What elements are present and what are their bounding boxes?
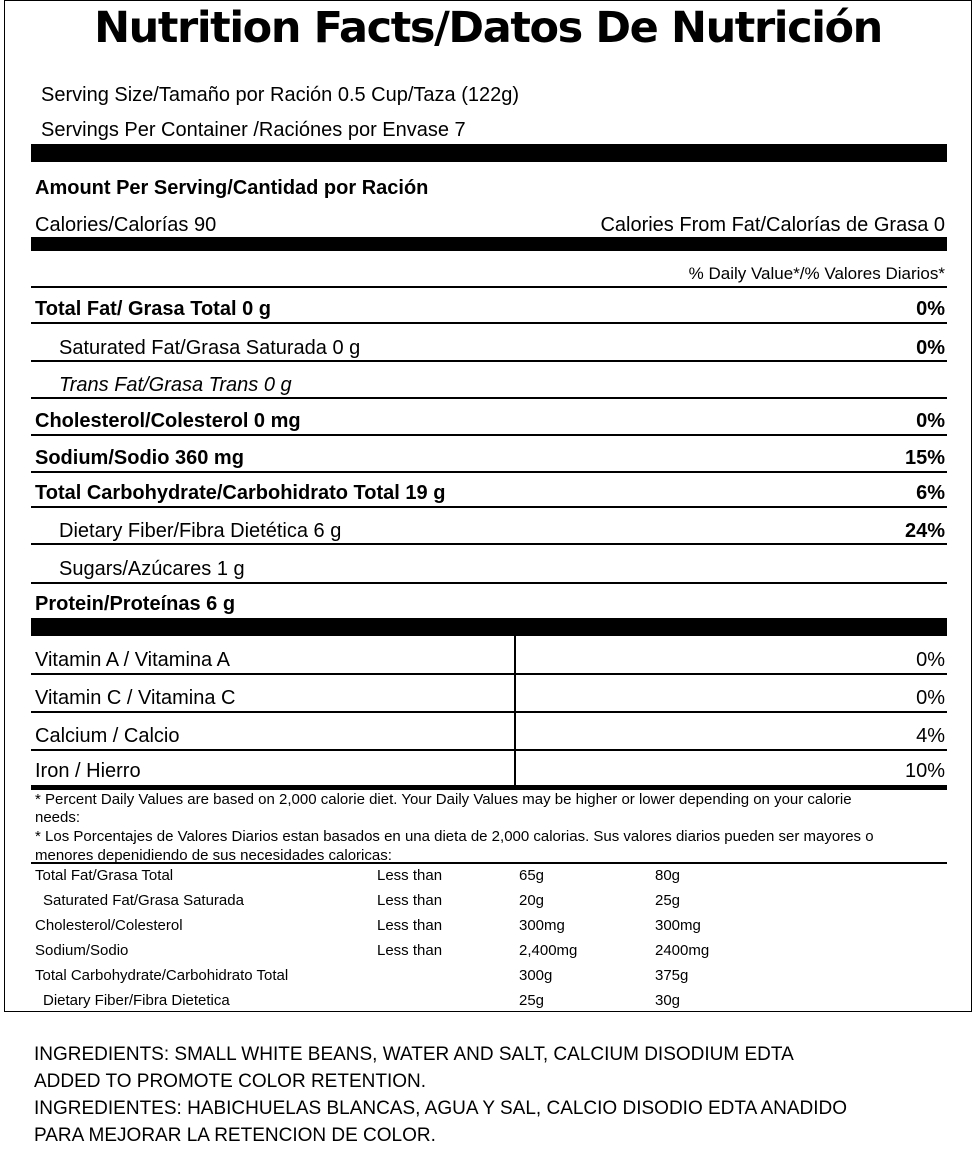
divider <box>31 582 947 584</box>
dv-table-2500: 300mg <box>655 917 701 934</box>
footnote-english: * Percent Daily Values are based on 2,000 calorie diet. Your Daily Values may be higher or lower depending on your calorie <box>35 791 852 808</box>
footnote-spanish-cont-clip <box>35 847 392 862</box>
dv-table-2000: 2,400mg <box>519 942 578 959</box>
nutrient-trans-fat: Trans Fat/Grasa Trans 0 g <box>59 374 292 396</box>
footnote-english-cont: needs: <box>35 809 81 826</box>
ingredients-spanish-cont: PARA MEJORAR LA RETENCION DE COLOR. <box>34 1125 436 1146</box>
divider <box>31 749 947 751</box>
nutrient-dietary-fiber-dv: 24% <box>904 520 945 542</box>
vitamin-a: Vitamin A / Vitamina A <box>35 649 230 671</box>
dv-table-2000: 20g <box>519 892 545 909</box>
calcium-value: 4% <box>916 725 945 747</box>
nutrient-sugars: Sugars/Azúcares 1 g <box>59 558 245 580</box>
dv-table-name: Saturated Fat/Grasa Saturada <box>43 892 244 909</box>
ingredients-english-cont: ADDED TO PROMOTE COLOR RETENTION. <box>34 1071 427 1092</box>
label-title: Nutrition Facts/Datos De Nutrición <box>94 3 882 53</box>
thick-divider-1 <box>31 144 947 162</box>
nutrient-saturated-fat: Saturated Fat/Grasa Saturada 0 g <box>59 337 361 359</box>
divider <box>31 322 947 324</box>
dv-table-name: Sodium/Sodio <box>35 942 129 959</box>
nutrient-total-carbohydrate-dv: 6% <box>916 482 945 504</box>
calcium: Calcium / Calcio <box>35 725 180 747</box>
dv-table-qualifier: Less than <box>377 892 443 909</box>
dv-table-name: Total Carbohydrate/Carbohidrato Total <box>35 967 289 984</box>
nutrient-saturated-fat-dv: 0% <box>916 337 945 359</box>
dv-table-2500: 80g <box>655 867 681 884</box>
nutrient-dietary-fiber: Dietary Fiber/Fibra Dietética 6 g <box>59 520 342 542</box>
divider <box>31 543 947 545</box>
nutrient-total-fat: Total Fat/ Grasa Total 0 g <box>35 298 271 320</box>
divider <box>31 673 947 675</box>
dv-table-name: Cholesterol/Colesterol <box>35 917 183 934</box>
vitamin-a-value: 0% <box>916 649 945 671</box>
calories: Calories/Calorías 90 <box>35 214 217 236</box>
dv-table-qualifier: Less than <box>377 867 443 884</box>
nutrient-sodium: Sodium/Sodio 360 mg <box>35 447 244 469</box>
nutrient-total-fat-dv: 0% <box>916 298 945 320</box>
divider <box>31 506 947 508</box>
dv-table-qualifier: Less than <box>377 942 443 959</box>
dv-table-name: Total Fat/Grasa Total <box>35 867 174 884</box>
dv-table-2500: 2400mg <box>655 942 710 959</box>
dv-table-2500: 375g <box>655 967 689 984</box>
divider <box>31 434 947 436</box>
nutrition-label <box>4 0 972 1012</box>
serving-size: Serving Size/Tamaño por Ración 0.5 Cup/Taza (122g) <box>41 84 520 106</box>
dv-table-2000: 300mg <box>519 917 565 934</box>
nutrient-protein: Protein/Proteínas 6 g <box>35 593 236 615</box>
footnote-spanish: * Los Porcentajes de Valores Diarios estan basados en una dieta de 2,000 calorias. Sus valores diarios pueden ser mayores o <box>35 828 874 845</box>
dv-table-2000: 25g <box>519 992 545 1009</box>
divider <box>31 360 947 362</box>
iron: Iron / Hierro <box>35 760 141 782</box>
nutrient-cholesterol: Cholesterol/Colesterol 0 mg <box>35 410 301 432</box>
calories-from-fat: Calories From Fat/Calorías de Grasa 0 <box>600 214 945 236</box>
footnote-spanish-cont: menores depenidiendo de sus necesidades caloricas: <box>35 847 392 862</box>
divider <box>31 471 947 473</box>
thick-divider-2 <box>31 237 947 251</box>
thick-divider-4 <box>31 785 947 790</box>
dv-table-2500: 30g <box>655 992 681 1009</box>
divider <box>31 711 947 713</box>
dv-table-qualifier: Less than <box>377 917 443 934</box>
vitamin-c-value: 0% <box>916 687 945 709</box>
divider <box>31 862 947 864</box>
vitamin-c: Vitamin C / Vitamina C <box>35 687 236 709</box>
dv-table-2500: 25g <box>655 892 681 909</box>
divider <box>31 397 947 399</box>
dv-table-name: Dietary Fiber/Fibra Dietetica <box>43 992 230 1009</box>
ingredients-spanish: INGREDIENTES: HABICHUELAS BLANCAS, AGUA Y SAL, CALCIO DISODIO EDTA ANADIDO <box>34 1098 848 1119</box>
nutrient-total-carbohydrate: Total Carbohydrate/Carbohidrato Total 19 g <box>35 482 446 504</box>
iron-value: 10% <box>904 760 945 782</box>
servings-per-container: Servings Per Container /Raciónes por Envase 7 <box>41 119 466 141</box>
daily-value-header: % Daily Value*/% Valores Diarios* <box>688 264 945 283</box>
dv-table-2000: 65g <box>519 867 545 884</box>
dv-table-2000: 300g <box>519 967 553 984</box>
divider <box>31 286 947 288</box>
nutrient-sodium-dv: 15% <box>904 447 945 469</box>
amount-per-serving: Amount Per Serving/Cantidad por Ración <box>35 177 429 199</box>
ingredients-english: INGREDIENTS: SMALL WHITE BEANS, WATER AND SALT, CALCIUM DISODIUM EDTA <box>34 1044 794 1065</box>
thick-divider-3 <box>31 618 947 636</box>
nutrient-cholesterol-dv: 0% <box>916 410 945 432</box>
